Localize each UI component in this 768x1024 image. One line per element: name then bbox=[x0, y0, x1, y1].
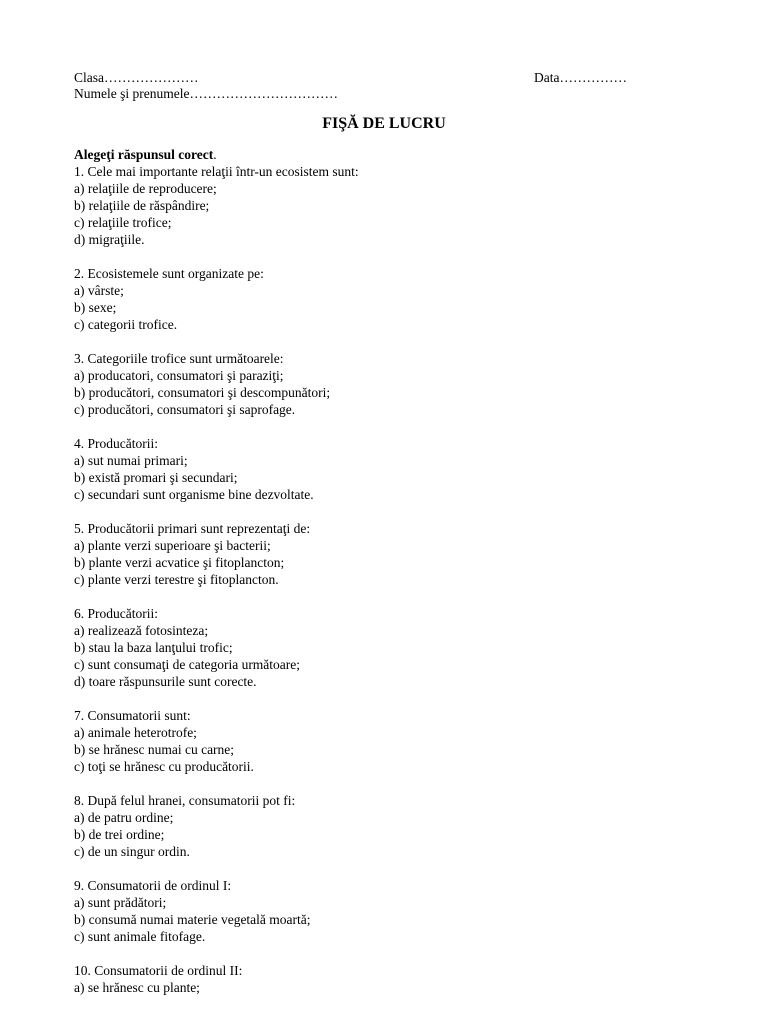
answer-option: d) toare răspunsurile sunt corecte. bbox=[74, 674, 257, 689]
answer-option: a) de patru ordine; bbox=[74, 810, 174, 825]
question-7 bbox=[74, 707, 714, 775]
answer-option: c) plante verzi terestre şi fitoplancton. bbox=[74, 572, 279, 587]
answer-option: a) animale heterotrofe; bbox=[74, 725, 197, 740]
answer-option: c) toţi se hrănesc cu producătorii. bbox=[74, 759, 254, 774]
question-text: 2. Ecosistemele sunt organizate pe: bbox=[74, 266, 264, 281]
answer-option: a) vârste; bbox=[74, 283, 124, 298]
question-6 bbox=[74, 605, 714, 690]
answer-option: c) sunt consumaţi de categoria următoare; bbox=[74, 657, 301, 672]
question-4 bbox=[74, 435, 714, 503]
answer-option: b) există promari şi secundari; bbox=[74, 470, 238, 485]
answer-option: a) sunt prădători; bbox=[74, 895, 167, 910]
question-8 bbox=[74, 792, 714, 860]
answer-option: a) plante verzi superioare şi bacterii; bbox=[74, 538, 271, 553]
answer-option: a) se hrănesc cu plante; bbox=[74, 980, 200, 995]
answer-option: b) de trei ordine; bbox=[74, 827, 165, 842]
answer-option: b) relaţiile de răspândire; bbox=[74, 198, 210, 213]
instruction bbox=[74, 146, 217, 163]
answer-option: b) se hrănesc numai cu carne; bbox=[74, 742, 235, 757]
answer-option: c) categorii trofice. bbox=[74, 317, 178, 332]
question-text: 6. Producătorii: bbox=[74, 606, 158, 621]
answer-option: c) secundari sunt organisme bine dezvoltate. bbox=[74, 487, 314, 502]
question-10 bbox=[74, 962, 714, 996]
question-text: 8. După felul hranei, consumatorii pot fi: bbox=[74, 793, 296, 808]
date-field: Data…………… bbox=[534, 70, 627, 85]
question-text: 7. Consumatorii sunt: bbox=[74, 708, 191, 723]
answer-option: b) stau la baza lanţului trofic; bbox=[74, 640, 233, 655]
answer-option: a) realizează fotosinteza; bbox=[74, 623, 209, 638]
instruction-end: . bbox=[213, 147, 217, 162]
answer-option: c) producători, consumatori şi saprofage. bbox=[74, 402, 296, 417]
question-5 bbox=[74, 520, 714, 588]
name-field: Numele şi prenumele…………………………… bbox=[74, 86, 338, 101]
answer-option: b) consumă numai materie vegetală moartă; bbox=[74, 912, 311, 927]
question-text: 3. Categoriile trofice sunt următoarele: bbox=[74, 351, 284, 366]
answer-option: c) relaţiile trofice; bbox=[74, 215, 172, 230]
question-1 bbox=[74, 163, 714, 248]
answer-option: a) producatori, consumatori şi paraziţi; bbox=[74, 368, 284, 383]
question-2 bbox=[74, 265, 714, 333]
question-text: 5. Producătorii primari sunt reprezentaţi de: bbox=[74, 521, 311, 536]
class-field: Clasa………………… bbox=[74, 70, 199, 85]
question-3 bbox=[74, 350, 714, 418]
question-list bbox=[74, 163, 714, 1013]
question-text: 10. Consumatorii de ordinul II: bbox=[74, 963, 243, 978]
instruction-bold: Alegeţi răspunsul corect bbox=[74, 147, 214, 162]
question-text: 1. Cele mai importante relaţii într-un ecosistem sunt: bbox=[74, 164, 359, 179]
answer-option: c) de un singur ordin. bbox=[74, 844, 190, 859]
answer-option: c) sunt animale fitofage. bbox=[74, 929, 206, 944]
answer-option: a) relaţiile de reproducere; bbox=[74, 181, 217, 196]
answer-option: a) sut numai primari; bbox=[74, 453, 188, 468]
answer-option: b) sexe; bbox=[74, 300, 117, 315]
answer-option: b) plante verzi acvatice şi fitoplancton; bbox=[74, 555, 285, 570]
answer-option: d) migraţiile. bbox=[74, 232, 145, 247]
worksheet-title: FIŞĂ DE LUCRU bbox=[322, 115, 446, 132]
question-text: 4. Producătorii: bbox=[74, 436, 158, 451]
question-9 bbox=[74, 877, 714, 945]
answer-option: b) producători, consumatori şi descompunători; bbox=[74, 385, 331, 400]
question-text: 9. Consumatorii de ordinul I: bbox=[74, 878, 232, 893]
